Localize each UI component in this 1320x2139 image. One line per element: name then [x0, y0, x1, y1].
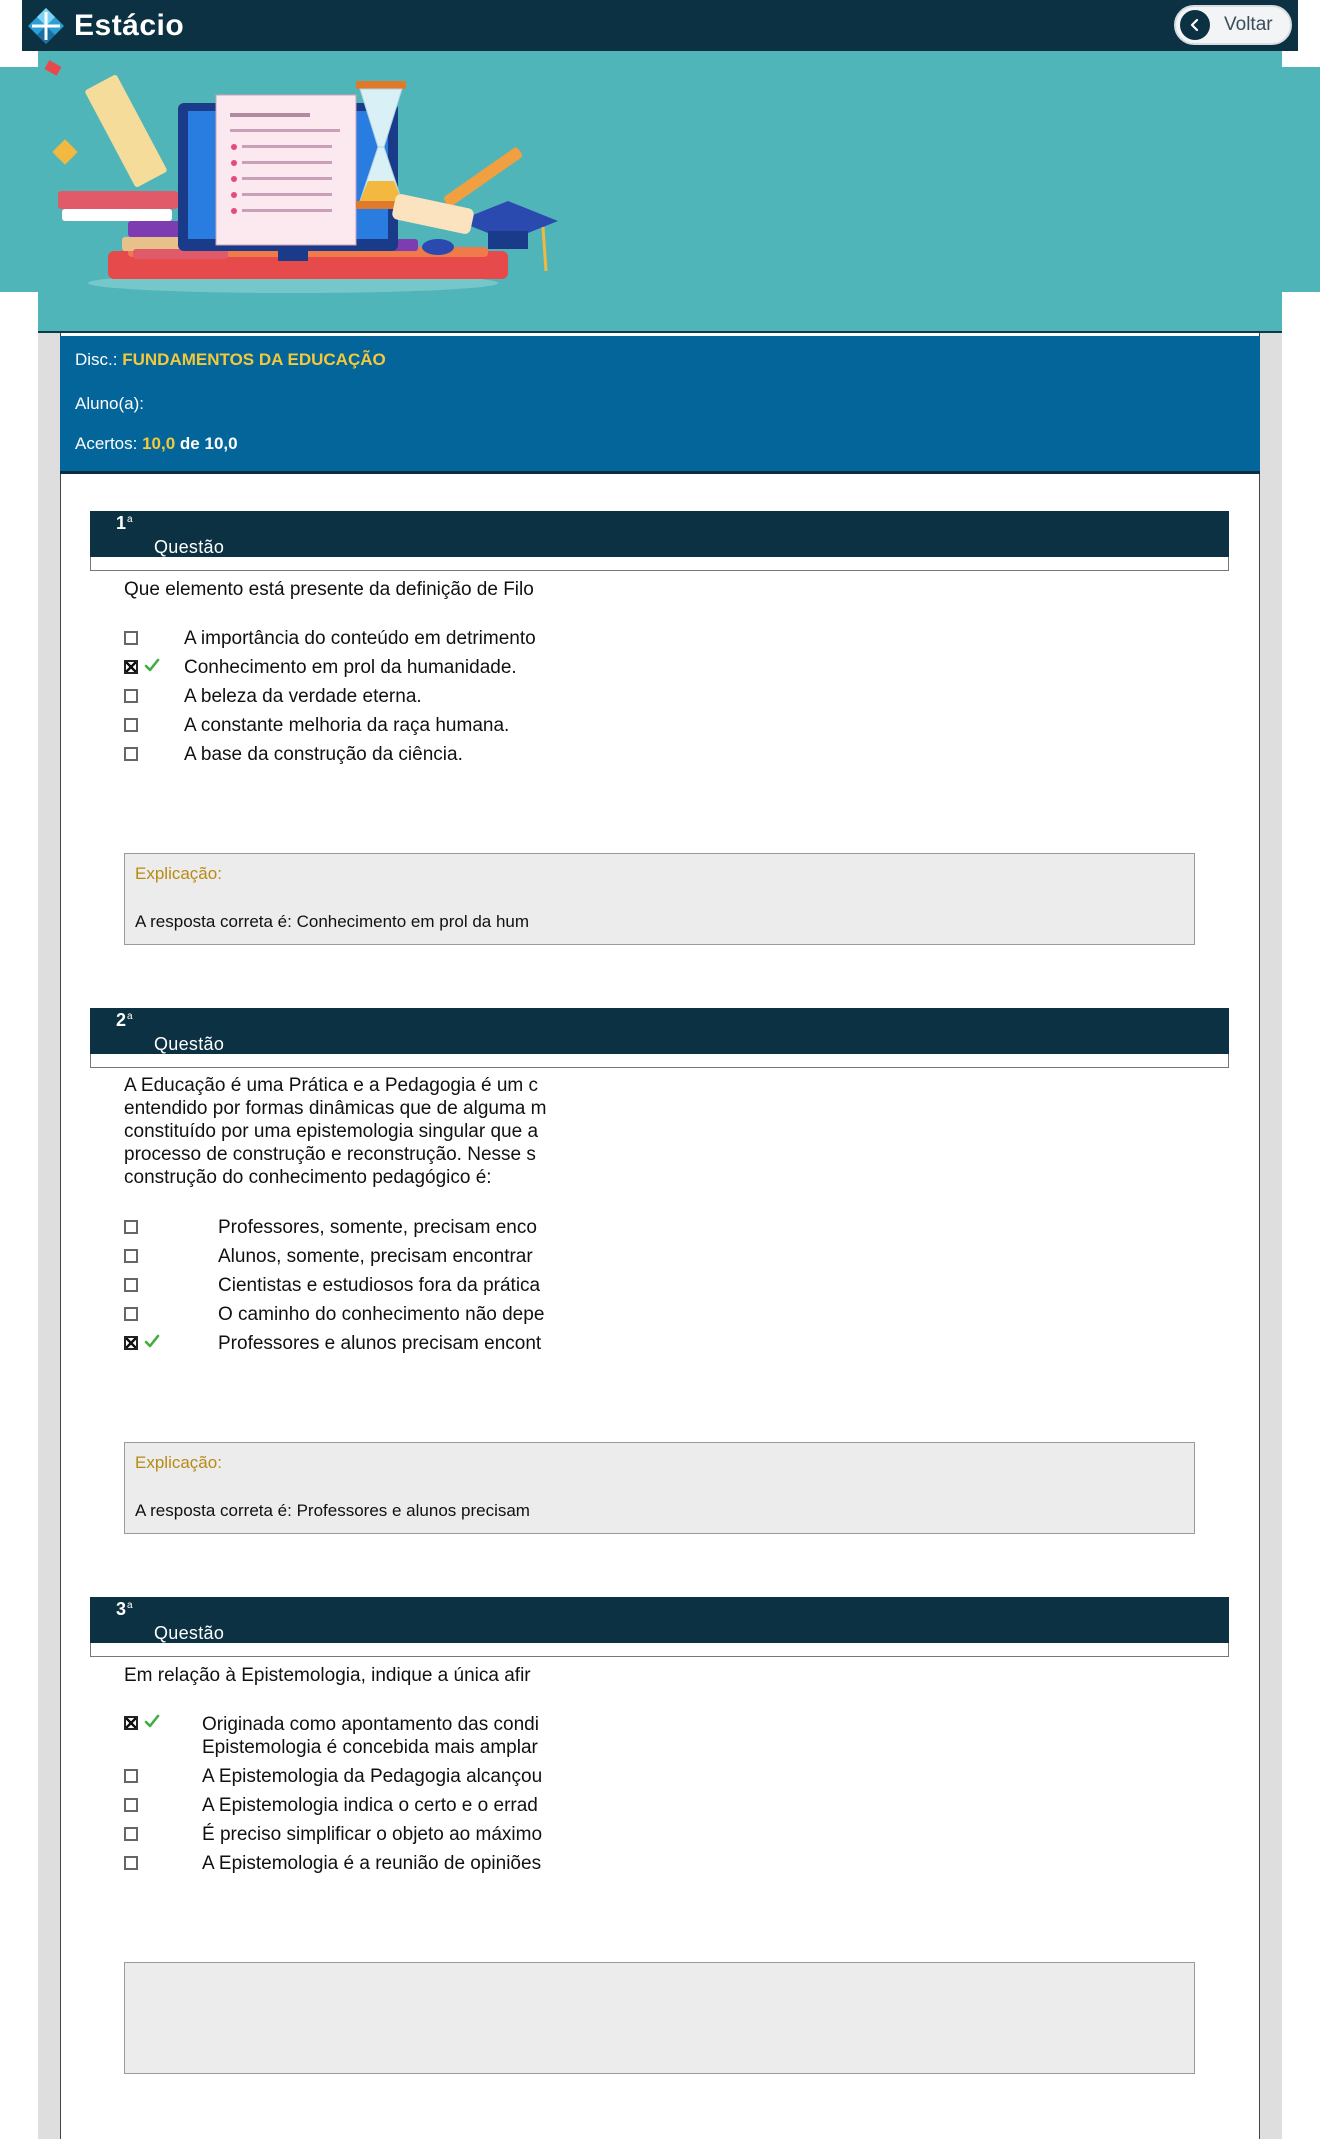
question-label: Questão [154, 537, 225, 557]
answer-checkbox[interactable] [124, 1220, 138, 1234]
answer-checkbox[interactable] [124, 689, 138, 703]
answer-option[interactable] [124, 1303, 684, 1327]
answer-checkbox[interactable] [124, 747, 138, 761]
explanation-title: Explicação: [135, 1453, 222, 1472]
question-3-explanation [124, 1962, 1195, 2074]
answer-option-text: A base da construção da ciência. [184, 744, 463, 765]
top-bar [22, 0, 1298, 51]
answer-option-text: Professores e alunos precisam encont [218, 1333, 542, 1354]
answer-option[interactable] [124, 1794, 684, 1818]
answer-option[interactable] [124, 743, 684, 767]
question-3-text: Em relação à Epistemologia, indique a única afir [124, 1665, 531, 1686]
correct-check-icon [144, 1333, 160, 1349]
answer-option-text: Cientistas e estudiosos fora da prática [218, 1275, 541, 1296]
frame-left [38, 333, 60, 2139]
question-number-value: 2 [116, 1010, 127, 1030]
score-value: 10,0 [142, 434, 176, 453]
question-ordinal: a [127, 1011, 133, 1022]
score-label: Acertos: [75, 434, 138, 453]
answer-checkbox[interactable] [124, 1769, 138, 1783]
answer-option-text: A beleza da verdade eterna. [184, 686, 422, 707]
answer-checkbox[interactable] [124, 1798, 138, 1812]
question-number [116, 1010, 133, 1031]
back-button[interactable] [1174, 5, 1292, 45]
question-2-header-underline [90, 1054, 1229, 1068]
answer-option-text: A Epistemologia da Pedagogia alcançou [202, 1766, 543, 1787]
question-3-header [90, 1597, 1229, 1643]
answer-option-text: A constante melhoria da raça humana. [184, 715, 510, 736]
discipline-row [75, 350, 386, 370]
correct-check-icon [144, 1713, 160, 1729]
answer-option[interactable] [124, 1245, 684, 1269]
answer-option-text: Conhecimento em prol da humanidade. [184, 657, 517, 678]
question-label: Questão [154, 1623, 225, 1643]
answer-option-text: A Epistemologia é a reunião de opiniões [202, 1853, 542, 1874]
question-text-line: A Educação é uma Prática e a Pedagogia é um c [124, 1075, 539, 1096]
answer-option[interactable] [124, 1712, 684, 1758]
answer-option-text: Professores, somente, precisam enco [218, 1217, 537, 1238]
answer-option[interactable] [124, 627, 684, 651]
question-text-line: processo de construção e reconstrução. Nesse s [124, 1144, 536, 1165]
explanation-text: A resposta correta é: Conhecimento em prol da hum [135, 912, 530, 931]
answer-checkbox-checked[interactable] [124, 660, 138, 674]
exam-illustration [38, 51, 558, 321]
estacio-logo-icon [26, 6, 66, 46]
answer-checkbox[interactable] [124, 1278, 138, 1292]
answer-checkbox[interactable] [124, 1307, 138, 1321]
back-button-label: Voltar [1224, 14, 1273, 35]
question-ordinal: a [127, 514, 133, 525]
question-text-line: constituído por uma epistemologia singular que a [124, 1121, 539, 1142]
answer-checkbox[interactable] [124, 1827, 138, 1841]
answer-option[interactable] [124, 714, 684, 738]
question-2-explanation [124, 1442, 1195, 1534]
answer-option-text: O caminho do conhecimento não depe [218, 1304, 545, 1325]
correct-check-icon [144, 657, 160, 673]
answer-checkbox[interactable] [124, 631, 138, 645]
brand-logo[interactable] [22, 0, 184, 51]
answer-option[interactable] [124, 1852, 684, 1876]
answer-option-text-line2: Epistemologia é concebida mais amplar [202, 1737, 538, 1758]
answer-option[interactable] [124, 1216, 684, 1240]
answer-option-text: Alunos, somente, precisam encontrar [218, 1246, 533, 1267]
score-row [75, 434, 238, 454]
answer-option[interactable] [124, 1332, 684, 1356]
question-1-text: Que elemento está presente da definição de Filo [124, 579, 534, 600]
discipline-label: Disc.: [75, 350, 118, 369]
answer-checkbox-checked[interactable] [124, 1716, 138, 1730]
question-text-line: construção do conhecimento pedagógico é: [124, 1167, 492, 1188]
answer-checkbox-checked[interactable] [124, 1336, 138, 1350]
question-label: Questão [154, 1034, 225, 1054]
question-text-line: entendido por formas dinâmicas que de alguma m [124, 1098, 547, 1119]
answer-option-text: Originada como apontamento das condi [202, 1714, 539, 1735]
answer-option-text: É preciso simplificar o objeto ao máximo [202, 1824, 543, 1845]
score-total: de 10,0 [179, 434, 238, 453]
answer-option[interactable] [124, 656, 684, 680]
question-1-explanation [124, 853, 1195, 945]
info-divider [60, 471, 1260, 474]
answer-option-text: A Epistemologia indica o certo e o errad [202, 1795, 538, 1816]
chevron-left-icon [1180, 10, 1210, 40]
question-1-header-underline [90, 557, 1229, 571]
explanation-title: Explicação: [135, 864, 222, 883]
question-number-value: 3 [116, 1599, 127, 1619]
answer-checkbox[interactable] [124, 1856, 138, 1870]
answer-option[interactable] [124, 1274, 684, 1298]
answer-option[interactable] [124, 685, 684, 709]
discipline-value: FUNDAMENTOS DA EDUCAÇÃO [122, 350, 386, 369]
student-label: Aluno(a): [75, 394, 144, 413]
frame-right [1260, 333, 1282, 2139]
answer-checkbox[interactable] [124, 718, 138, 732]
explanation-text: A resposta correta é: Professores e alunos precisam [135, 1501, 530, 1520]
exam-info-panel [60, 336, 1260, 471]
student-row [75, 394, 144, 414]
question-1-header [90, 511, 1229, 557]
brand-name: Estácio [74, 8, 185, 42]
question-number [116, 1599, 133, 1620]
question-number [116, 513, 133, 534]
question-2-text [124, 1074, 1204, 1189]
question-3-header-underline [90, 1643, 1229, 1657]
answer-option[interactable] [124, 1823, 684, 1847]
answer-option-text: A importância do conteúdo em detrimento [184, 628, 536, 649]
question-number-value: 1 [116, 513, 127, 533]
question-2-header [90, 1008, 1229, 1054]
question-ordinal: a [127, 1600, 133, 1611]
answer-option[interactable] [124, 1765, 684, 1789]
answer-checkbox[interactable] [124, 1249, 138, 1263]
